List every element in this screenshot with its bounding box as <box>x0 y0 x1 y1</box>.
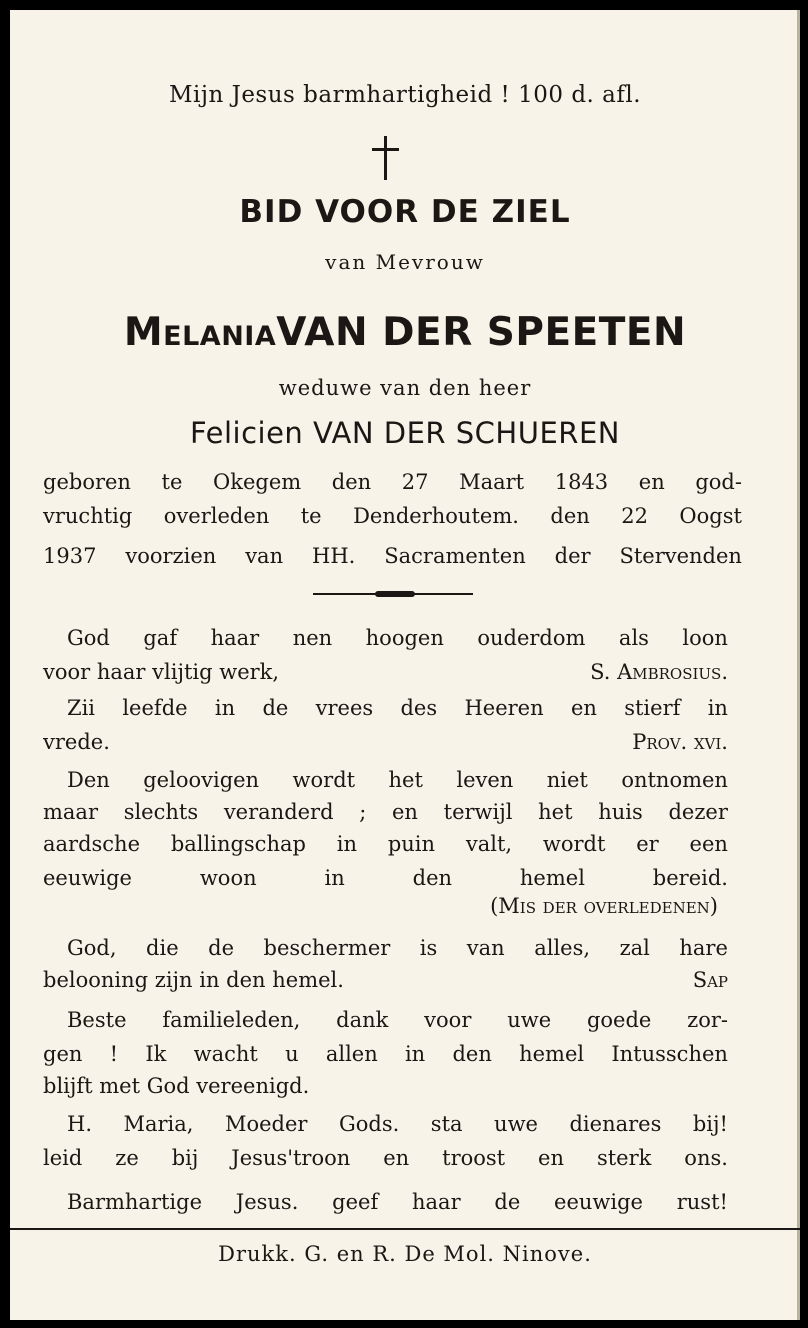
text-line <box>10 1112 800 1136</box>
word: te <box>300 504 322 528</box>
word: haar <box>210 626 260 650</box>
word: Jesus'troon <box>231 1146 351 1170</box>
word: 27 <box>401 470 429 494</box>
word: terwijl <box>443 800 513 824</box>
word: god- <box>695 470 742 494</box>
word: uwe <box>494 1112 538 1136</box>
word: puin <box>387 832 436 856</box>
word: die <box>146 936 179 960</box>
word: eeuwige <box>43 866 132 890</box>
word: ouderdom <box>477 626 586 650</box>
ornamental-divider <box>313 591 473 597</box>
word: bij <box>171 1146 199 1170</box>
quote-source: (Mis der overledenen) <box>490 894 718 918</box>
word: stierf <box>624 696 681 720</box>
word: Jesus. <box>235 1190 299 1214</box>
prayer-heading: BID VOOR DE ZIEL <box>239 194 571 230</box>
text-line <box>10 866 800 890</box>
word: Sap <box>692 968 728 992</box>
word: Denderhoutem. <box>353 504 519 528</box>
word: ze <box>115 1146 139 1170</box>
word: voorzien <box>125 544 217 568</box>
text-line <box>10 1190 800 1214</box>
text-line <box>10 800 800 824</box>
word: Zii <box>67 696 96 720</box>
word: vrees <box>315 696 374 720</box>
word: hemel <box>519 866 585 890</box>
word: Maria, <box>123 1112 194 1136</box>
word: dank <box>336 1008 389 1032</box>
word: vrede. <box>43 730 110 754</box>
text-line <box>10 1008 800 1032</box>
word: een <box>689 832 728 856</box>
word: geloovigen <box>143 768 260 792</box>
word: des <box>400 696 438 720</box>
word: overleden <box>163 504 270 528</box>
cross-icon <box>371 136 401 180</box>
word: bereid. <box>652 866 728 890</box>
word: Gods. <box>338 1112 400 1136</box>
word: in <box>324 866 345 890</box>
word: dienares <box>569 1112 662 1136</box>
word: ontnomen <box>621 768 728 792</box>
word: is <box>419 936 438 960</box>
memorial-card <box>10 10 800 1320</box>
word: als <box>618 626 649 650</box>
widow-of: weduwe van den heer <box>278 376 532 400</box>
word: Moeder <box>224 1112 308 1136</box>
word: allen <box>325 1042 378 1066</box>
word: Okegem <box>213 470 302 494</box>
deceased-name <box>10 310 800 355</box>
word: ballingschap <box>170 832 306 856</box>
word: veranderd <box>223 800 334 824</box>
text-line <box>10 936 800 960</box>
word: den <box>412 866 453 890</box>
word: de <box>494 1190 521 1214</box>
word: gen <box>43 1042 83 1066</box>
word: bij! <box>692 1112 728 1136</box>
word: der <box>554 544 591 568</box>
word: en <box>570 696 597 720</box>
word: Beste <box>67 1008 127 1032</box>
text-line <box>10 968 800 992</box>
word: Prov. xvi. <box>632 730 728 754</box>
word: nen <box>292 626 333 650</box>
word: voor <box>424 1008 472 1032</box>
text-line <box>10 1042 800 1066</box>
deceased-last-name: VAN DER SPEETEN <box>276 310 687 355</box>
word: van <box>466 936 505 960</box>
text-line <box>10 1146 800 1170</box>
word: in <box>404 1042 426 1066</box>
word: ! <box>109 1042 119 1066</box>
text-line <box>10 626 800 650</box>
word: wordt <box>292 768 356 792</box>
word: in <box>214 696 236 720</box>
word: ons. <box>684 1146 728 1170</box>
word: van <box>245 544 284 568</box>
word: wacht <box>193 1042 258 1066</box>
word: leven <box>456 768 514 792</box>
word: geboren <box>43 470 131 494</box>
word: goede <box>586 1008 652 1032</box>
word: den <box>331 470 372 494</box>
text-line <box>10 660 800 684</box>
word: den <box>452 1042 492 1066</box>
word: loon <box>682 626 728 650</box>
word: leid <box>43 1146 83 1170</box>
word: alles, <box>534 936 591 960</box>
word: uwe <box>507 1008 552 1032</box>
word: 1937 <box>43 544 97 568</box>
word: wordt <box>542 832 606 856</box>
text-line <box>10 696 800 720</box>
word: eeuwige <box>554 1190 643 1214</box>
word: familieleden, <box>162 1008 301 1032</box>
word: leefde <box>122 696 188 720</box>
word: Den <box>67 768 110 792</box>
word: vruchtig <box>43 504 133 528</box>
text-line <box>10 768 800 792</box>
word: niet <box>546 768 588 792</box>
word: 22 <box>621 504 648 528</box>
word: en <box>638 470 665 494</box>
word: de <box>262 696 289 720</box>
word: sta <box>430 1112 463 1136</box>
word: aardsche <box>43 832 141 856</box>
word: slechts <box>123 800 199 824</box>
word: het <box>538 800 573 824</box>
word: zor- <box>687 1008 728 1032</box>
word: sterk <box>596 1146 652 1170</box>
word: troost <box>442 1146 506 1170</box>
word: ; <box>359 800 367 824</box>
word: het <box>388 768 423 792</box>
word: God <box>67 626 110 650</box>
word: beschermer <box>263 936 391 960</box>
word: en <box>383 1146 410 1170</box>
word: hoogen <box>365 626 444 650</box>
deceased-first-name: Melania <box>123 310 277 355</box>
word: 1843 <box>554 470 609 494</box>
word: Ik <box>145 1042 167 1066</box>
text-line <box>10 544 800 568</box>
word: Barmhartige <box>67 1190 203 1214</box>
word: Oogst <box>679 504 742 528</box>
word: voor haar vlijtig werk, <box>43 660 280 684</box>
text-line <box>10 832 800 856</box>
word: woon <box>199 866 257 890</box>
word: valt, <box>465 832 513 856</box>
word: en <box>538 1146 564 1170</box>
word: Stervenden <box>619 544 742 568</box>
word: geef <box>332 1190 379 1214</box>
word: belooning zijn in den hemel. <box>43 968 344 992</box>
word: Sacramenten <box>384 544 526 568</box>
text-line <box>10 504 800 528</box>
word: rust! <box>676 1190 728 1214</box>
word: hemel <box>519 1042 585 1066</box>
word: dezer <box>668 800 728 824</box>
salutation: van Mevrouw <box>325 250 485 274</box>
word: H. <box>67 1112 92 1136</box>
text-line <box>10 730 800 754</box>
word: blijft met God vereenigd. <box>43 1074 310 1098</box>
word: haar <box>412 1190 461 1214</box>
word: zal <box>619 936 650 960</box>
word: in <box>707 696 728 720</box>
word: S. Ambrosius. <box>590 660 728 684</box>
footer-rule <box>10 1228 800 1230</box>
husband-name: Felicien VAN DER SCHUEREN <box>190 416 620 450</box>
word: HH. <box>312 544 356 568</box>
word: de <box>208 936 235 960</box>
word: te <box>161 470 183 494</box>
word: er <box>636 832 659 856</box>
word: Intusschen <box>611 1042 728 1066</box>
text-line <box>10 1074 800 1098</box>
word: den <box>550 504 590 528</box>
word: gaf <box>143 626 178 650</box>
word: u <box>285 1042 299 1066</box>
word: maar <box>43 800 98 824</box>
word: en <box>392 800 418 824</box>
text-line <box>10 470 800 494</box>
printer-credit: Drukk. G. en R. De Mol. Ninove. <box>218 1242 592 1266</box>
word: huis <box>598 800 643 824</box>
word: hare <box>679 936 728 960</box>
word: in <box>336 832 357 856</box>
word: Maart <box>459 470 525 494</box>
word: God, <box>67 936 117 960</box>
invocation: Mijn Jesus barmhartigheid ! 100 d. afl. <box>168 82 642 108</box>
word: Heeren <box>464 696 544 720</box>
